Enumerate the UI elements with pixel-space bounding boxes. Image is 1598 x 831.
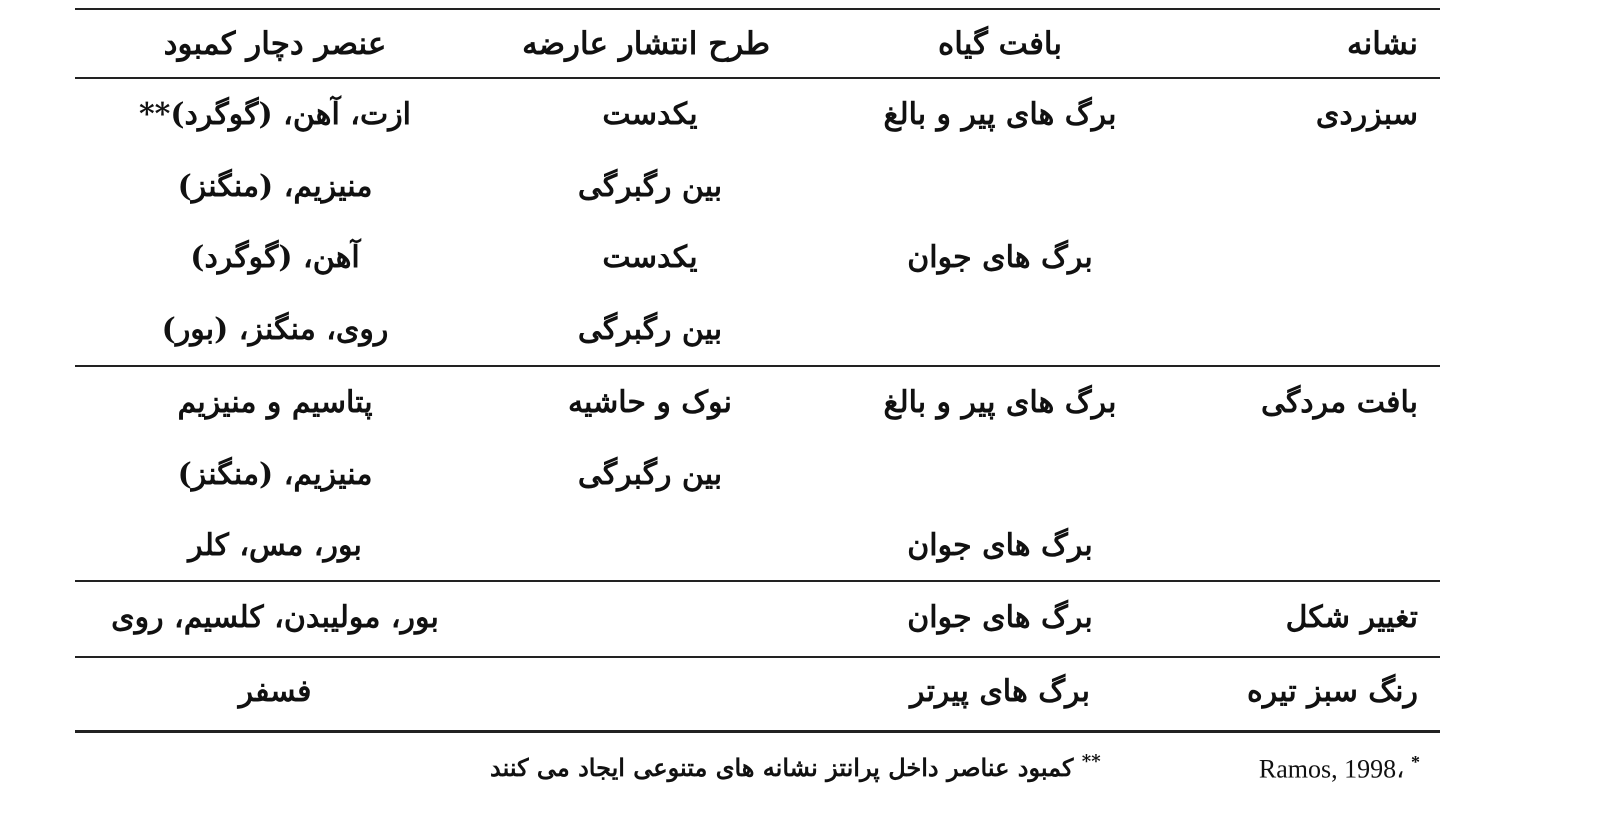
- footnote-note: [490, 742, 1101, 788]
- header-pattern: طرح انتشار عارضه: [522, 26, 770, 62]
- header-bottom-rule: [75, 77, 1440, 79]
- cell-element: بور، مولیبدن، کلسیم، روی: [111, 600, 439, 635]
- cell-element: منیزیم، (منگنز): [177, 169, 373, 204]
- footnote-note-marker: **: [1081, 751, 1101, 772]
- table-bottom-rule: [75, 730, 1440, 733]
- group-rule-3: [75, 656, 1440, 658]
- header-symptom: نشانه: [1347, 26, 1418, 62]
- cell-tissue: برگ های پیرتر: [910, 674, 1090, 709]
- cell-element: منیزیم، (منگنز): [177, 457, 373, 492]
- cell-element: آهن، (گوگرد): [190, 240, 360, 275]
- cell-symptom: تغییر شکل: [1285, 600, 1418, 635]
- cell-element: ازت، آهن، (گوگرد)**: [138, 97, 412, 132]
- header-tissue: بافت گیاه: [938, 26, 1062, 62]
- cell-symptom: سبزردی: [1315, 97, 1418, 132]
- cell-element: روی، منگنز، (بور): [161, 312, 389, 347]
- cell-element: بور، مس، کلر: [188, 528, 362, 563]
- cell-element: پتاسیم و منیزیم: [177, 385, 373, 420]
- cell-pattern: یکدست: [602, 240, 698, 275]
- footnote-source-marker: *: [1411, 752, 1420, 772]
- footnote-note-text: کمبود عناصر داخل پرانتز نشانه های متنوعی ایجاد می کنند: [490, 753, 1074, 782]
- footnote-source-text: Ramos, 1998،: [1258, 754, 1405, 784]
- cell-tissue: برگ های جوان: [907, 240, 1093, 275]
- cell-pattern: بین رگبرگی: [577, 169, 723, 204]
- footnote-source: [1259, 742, 1420, 790]
- cell-tissue: برگ های پیر و بالغ: [883, 97, 1117, 132]
- cell-pattern: یکدست: [602, 97, 698, 132]
- cell-element: فسفر: [238, 674, 312, 709]
- header-element: عنصر دچار کمبود: [163, 26, 387, 62]
- group-rule-1: [75, 365, 1440, 367]
- group-rule-2: [75, 580, 1440, 582]
- cell-pattern: بین رگبرگی: [577, 312, 723, 347]
- cell-pattern: بین رگبرگی: [577, 457, 723, 492]
- table-top-rule: [75, 8, 1440, 10]
- cell-pattern: نوک و حاشیه: [567, 385, 733, 420]
- cell-tissue: برگ های جوان: [907, 600, 1093, 635]
- cell-symptom: رنگ سبز تیره: [1247, 674, 1418, 709]
- cell-symptom: بافت مردگی: [1260, 385, 1418, 420]
- cell-tissue: برگ های جوان: [907, 528, 1093, 563]
- cell-tissue: برگ های پیر و بالغ: [883, 385, 1117, 420]
